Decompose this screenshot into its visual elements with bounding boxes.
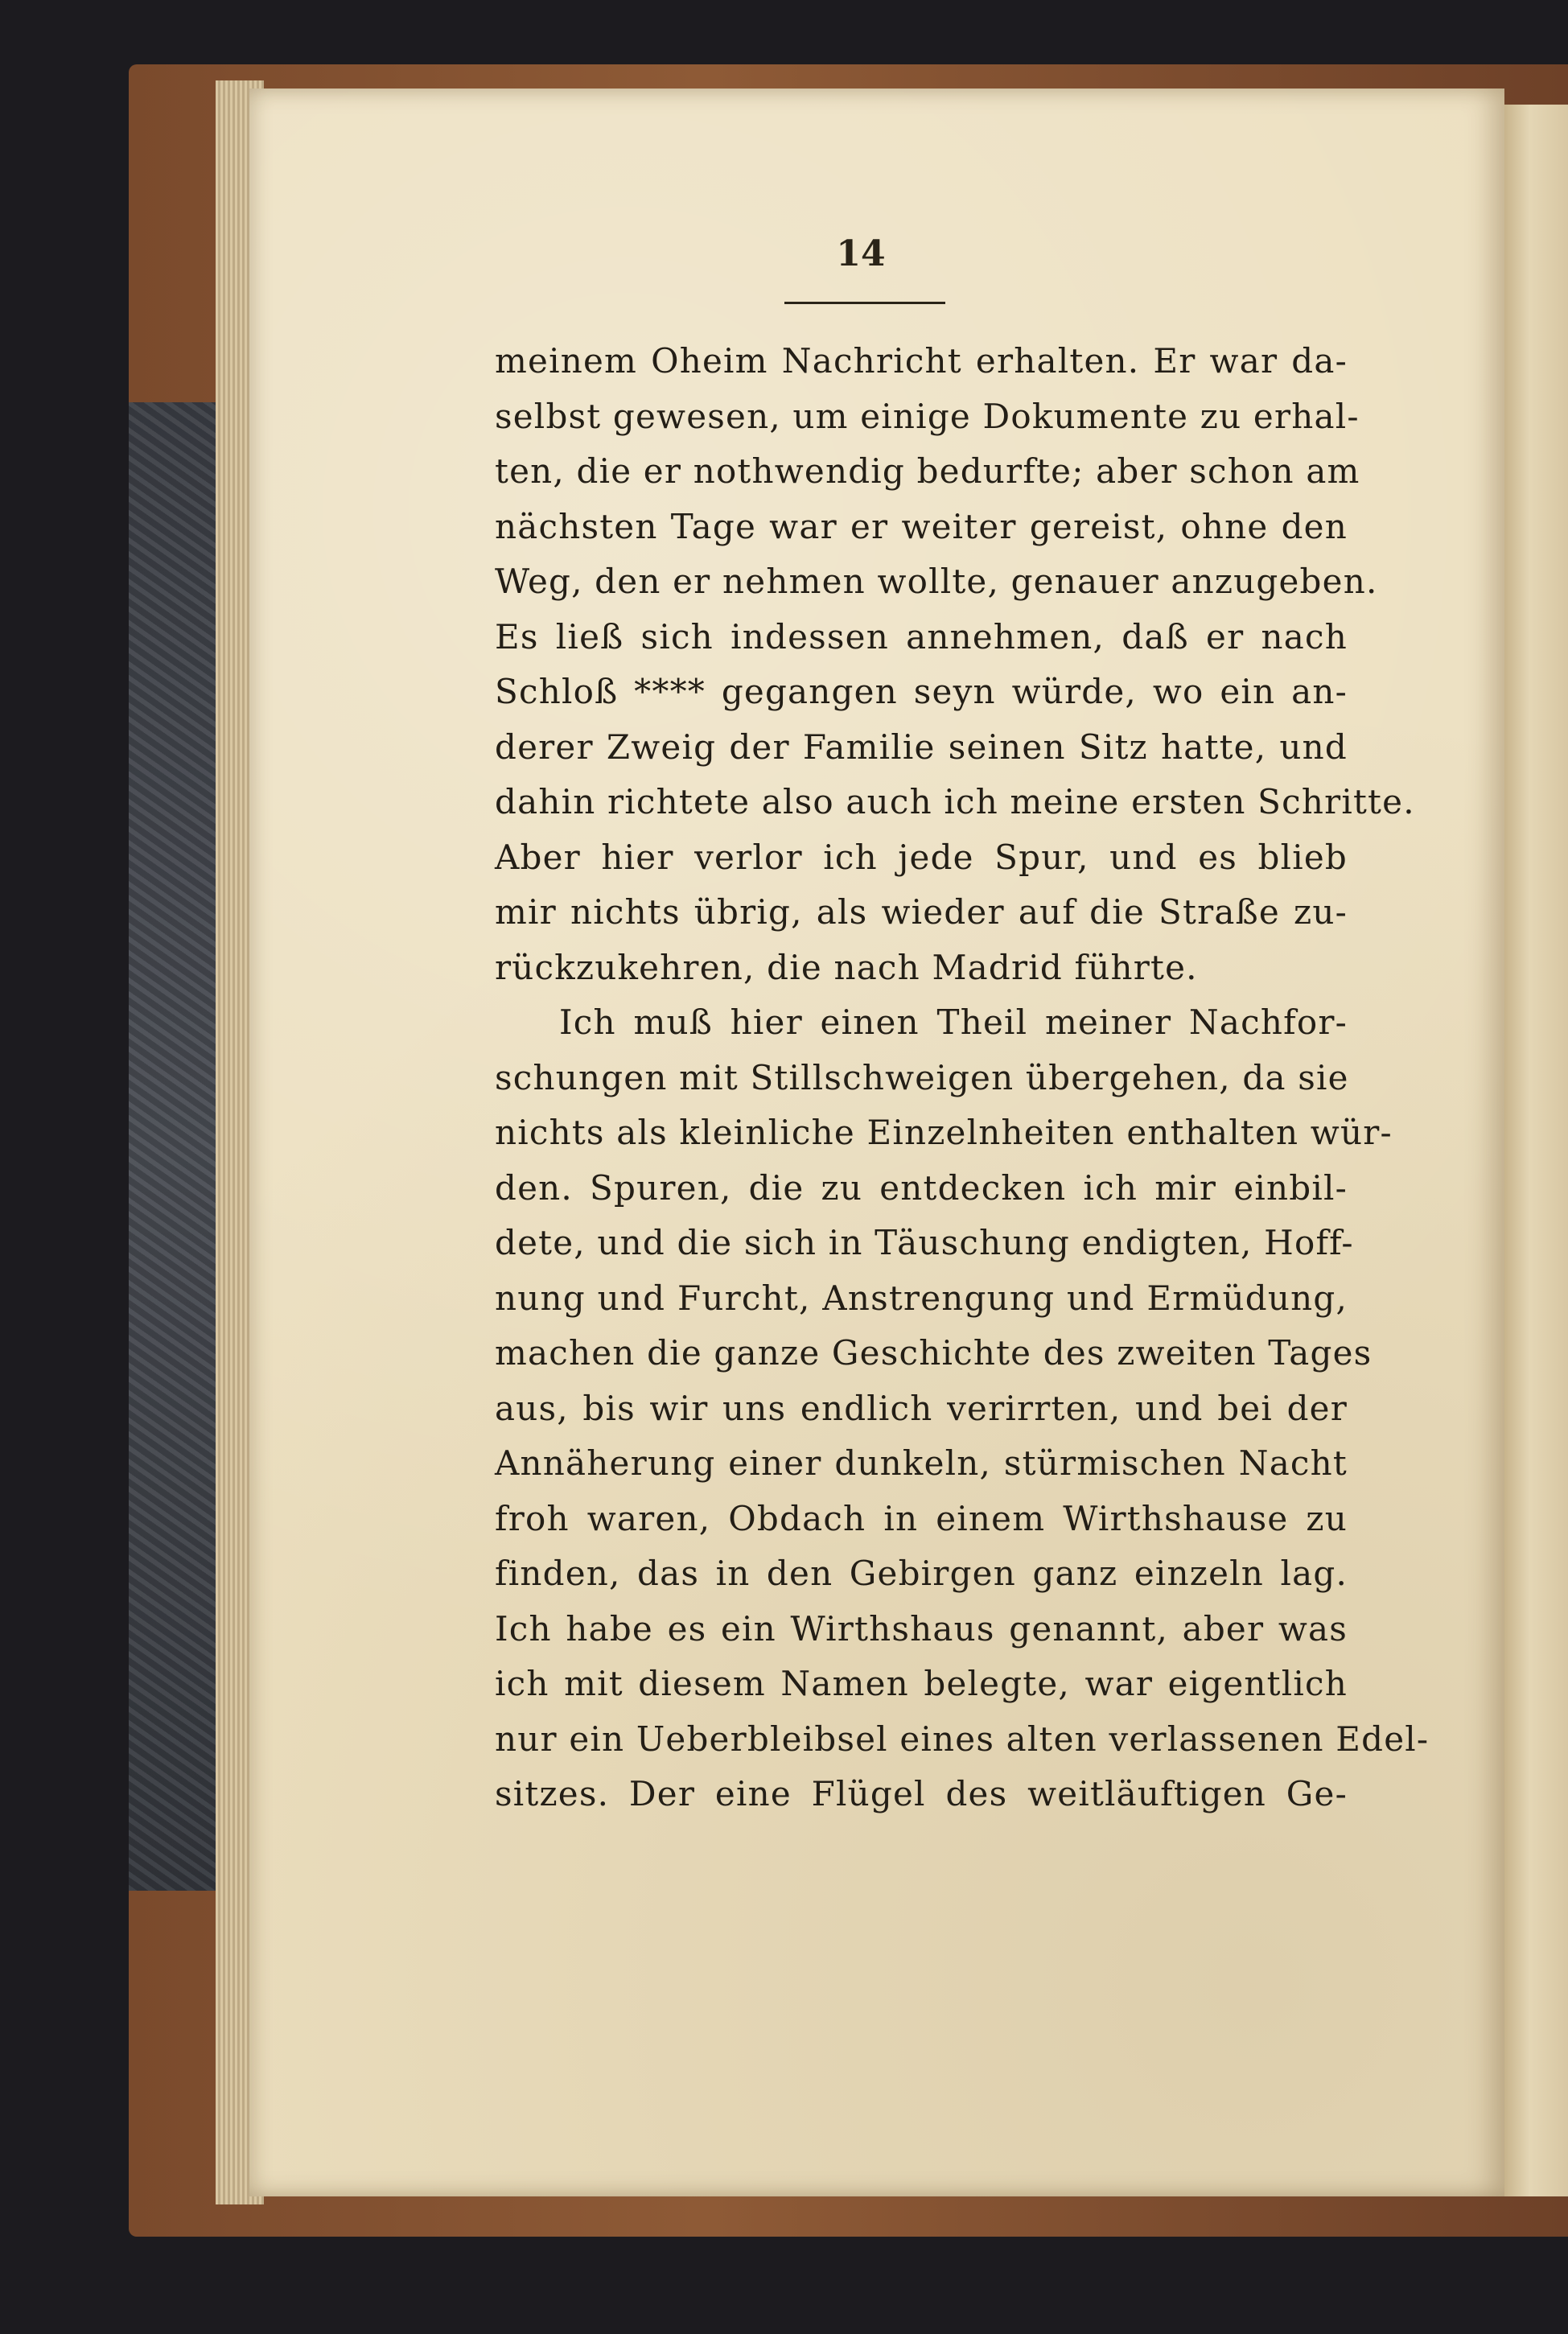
text-line: Weg, den er nehmen wollte, genauer anzugeben.: [495, 562, 1378, 601]
page-number: 14: [836, 233, 886, 274]
text-line: Ich muß hier einen Theil meiner Nachfor-: [559, 1002, 1348, 1042]
text-line: rückzukehren, die nach Madrid führte.: [495, 947, 1198, 987]
text-line: Annäherung einer dunkeln, stürmischen Nacht: [495, 1443, 1348, 1483]
text-line: ten, die er nothwendig bedurfte; aber schon am: [495, 451, 1360, 491]
text-line: nächsten Tage war er weiter gereist, ohne den: [495, 506, 1348, 546]
text-line: froh waren, Obdach in einem Wirthshause zu: [495, 1498, 1348, 1538]
text-line: ich mit diesem Namen belegte, war eigentlich: [495, 1664, 1348, 1703]
text-line: dete, und die sich in Täuschung endigten, Hoff-: [495, 1223, 1354, 1262]
text-line: dahin richtete also auch ich meine ersten Schritte.: [495, 782, 1415, 821]
body-text: [495, 334, 1430, 1822]
text-line: Ich habe es ein Wirthshaus genannt, aber was: [495, 1608, 1348, 1649]
text-line: nichts als kleinliche Einzelnheiten enthalten wür-: [495, 1113, 1393, 1152]
text-line: den. Spuren, die zu entdecken ich mir einbil-: [495, 1167, 1348, 1208]
text-line: nur ein Ueberbleibsel eines alten verlassenen Edel-: [495, 1719, 1430, 1759]
text-line: machen die ganze Geschichte des zweiten Tages: [495, 1333, 1373, 1373]
text-line: nung und Furcht, Anstrengung und Ermüdung,: [495, 1278, 1348, 1318]
text-line: Schloß **** gegangen seyn würde, wo ein an-: [495, 672, 1348, 711]
text-line: derer Zweig der Familie seinen Sitz hatte, und: [495, 727, 1348, 767]
text-line: meinem Oheim Nachricht erhalten. Er war da-: [495, 341, 1348, 381]
text-line: Es ließ sich indessen annehmen, daß er nach: [495, 616, 1348, 657]
cover-marbled-paper: [129, 402, 225, 1891]
text-line: schungen mit Stillschweigen übergehen, da sie: [495, 1057, 1349, 1097]
text-line: sitzes. Der eine Flügel des weitläuftigen Ge-: [495, 1774, 1348, 1813]
text-line: selbst gewesen, um einige Dokumente zu erhal-: [495, 396, 1360, 436]
page-number-rule: [784, 302, 945, 304]
text-line: mir nichts übrig, als wieder auf die Straße zu-: [495, 892, 1348, 932]
text-line: finden, das in den Gebirgen ganz einzeln lag.: [495, 1554, 1348, 1593]
text-line: aus, bis wir uns endlich verirrten, und bei der: [495, 1388, 1348, 1428]
facing-page-edge: [1504, 105, 1568, 2196]
text-line: Aber hier verlor ich jede Spur, und es blieb: [495, 837, 1348, 877]
